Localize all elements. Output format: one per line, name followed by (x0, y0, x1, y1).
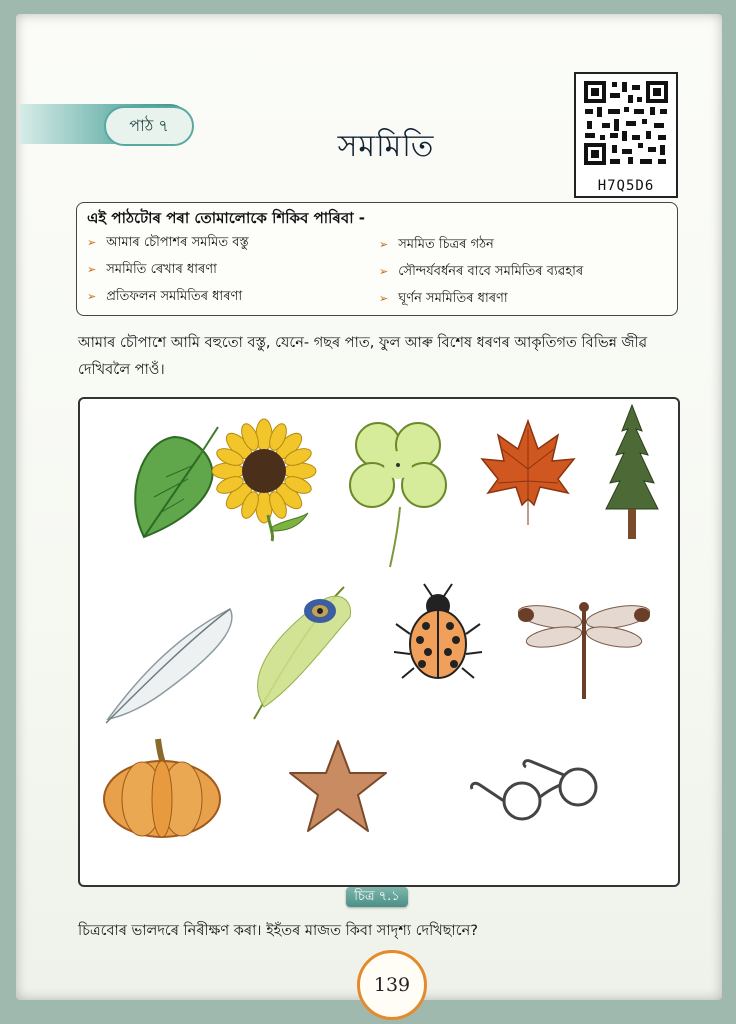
objective-item: ➢ ঘূৰ্ণন সমমিতিৰ ধাৰণা (379, 291, 508, 306)
starfish-illustration (290, 741, 386, 831)
pine-tree-illustration (606, 405, 658, 539)
objective-item: ➢ সমমিতি ৰেখাৰ ধাৰণা (87, 262, 217, 277)
figure-caption: চিত্ৰ ৭.১ (346, 887, 408, 907)
pumpkin-illustration (104, 739, 220, 837)
textbook-page (16, 14, 722, 1000)
objective-item: ➢ আমাৰ চৌপাশৰ সমমিত বস্তু (87, 235, 249, 250)
page-number: 139 (357, 950, 427, 1020)
page-title: সমমিতি (337, 129, 435, 164)
chapter-label: পাঠ ৭ (104, 106, 194, 146)
bullet-arrow-icon: ➢ (87, 236, 97, 249)
bullet-arrow-icon: ➢ (87, 263, 97, 276)
bullet-arrow-icon: ➢ (379, 238, 389, 251)
clover-illustration (350, 423, 446, 567)
bullet-arrow-icon: ➢ (379, 265, 389, 278)
sunflower-illustration (212, 419, 316, 541)
qr-code-text: H7Q5D6 (597, 178, 655, 194)
symmetry-figure (78, 397, 680, 887)
leaf-illustration (135, 427, 218, 537)
qr-code-icon (582, 79, 670, 167)
qr-code-box[interactable] (574, 72, 678, 198)
intro-paragraph: আমাৰ চৌপাশে আমি বহুতো বস্তু, যেনে- গছৰ পাত, ফুল আৰু বিশেষ ধৰণৰ আকৃতিগত বিভিন্ন জীৱ দেখিবলৈ পাওঁ। (78, 335, 648, 378)
question-text: চিত্ৰবোৰ ভালদৰে নিৰীক্ষণ কৰা। ইহঁতৰ মাজত কিবা সাদৃশ্য দেখিছানে? (78, 923, 478, 939)
feather-illustration (106, 609, 232, 723)
objective-item: ➢ সমমিত চিত্ৰৰ গঠন (379, 237, 494, 252)
spectacles-illustration (471, 761, 596, 819)
maple-leaf-illustration (482, 421, 574, 525)
bullet-arrow-icon: ➢ (379, 292, 389, 305)
objective-item: ➢ প্ৰতিফলন সমমিতিৰ ধাৰণা (87, 289, 243, 304)
objective-item: ➢ সৌন্দৰ্যবৰ্ধনৰ বাবে সমমিতিৰ ব্যৱহাৰ (379, 264, 584, 279)
learning-objectives-box (76, 202, 678, 316)
bullet-arrow-icon: ➢ (87, 290, 97, 303)
peacock-feather-illustration (254, 587, 351, 719)
dragonfly-illustration (517, 602, 652, 699)
ladybug-illustration (394, 584, 482, 678)
objectives-heading: এই পাঠটোৰ পৰা তোমালোকে শিকিব পাৰিবা - (87, 209, 366, 227)
